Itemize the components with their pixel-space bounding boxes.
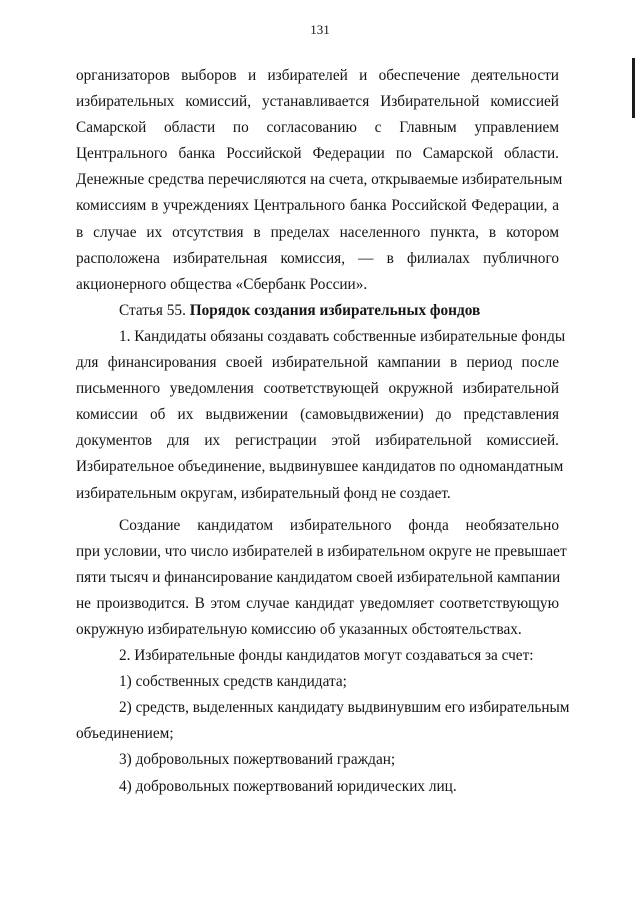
text-line: письменного уведомления соответствующей окружной избирательной bbox=[76, 380, 559, 398]
text-line: избирательных комиссий, устанавливается Избирательной комиссией bbox=[76, 93, 559, 111]
text-line: в случае их отсутствия в пределах населенного пункта, в котором bbox=[76, 223, 559, 241]
text-line: Избирательное объединение, выдвинувшее кандидатов по одномандатным bbox=[76, 458, 564, 476]
page-edge-mark bbox=[632, 58, 635, 118]
text-line: организаторов выборов и избирателей и обеспечение деятельности bbox=[76, 67, 559, 84]
list-item-3: 3) добровольных пожертвований граждан; bbox=[119, 751, 396, 769]
list-item-1: 1) собственных средств кандидата; bbox=[119, 673, 347, 691]
text-line: Денежные средства перечисляются на счета, открываемые избирательным bbox=[76, 171, 563, 189]
text-line: Создание кандидатом избирательного фонда необязательно bbox=[119, 516, 559, 534]
paragraph-continuation bbox=[76, 63, 563, 298]
text-line: при условии, что число избирателей в избирательном округе не превышает bbox=[76, 542, 567, 560]
article-label: Статья 55. bbox=[119, 301, 186, 319]
text-line: комиссии об их выдвижении (самовыдвижении) до представления bbox=[76, 406, 559, 424]
text-line: 1. Кандидаты обязаны создавать собственные избирательные фонды bbox=[119, 327, 566, 345]
text-line: пяти тысяч и финансирование кандидатом своей избирательной кампании bbox=[76, 568, 561, 586]
text-line: окружную избирательную комиссию об указанных обстоятельствах. bbox=[76, 620, 522, 638]
text-line: Центрального банка Российской Федерации по Самарской области. bbox=[76, 145, 559, 163]
article-title: Порядок создания избирательных фондов bbox=[189, 301, 481, 319]
text-line: избирательным округам, избирательный фонд не создает. bbox=[76, 484, 451, 502]
paragraph-2 bbox=[76, 513, 567, 643]
article-heading bbox=[76, 298, 559, 324]
text-line: 2) средств, выделенных кандидату выдвинувшим его избирательным bbox=[119, 699, 570, 717]
text-line: комиссиям в учреждениях Центрального банка Российской Федерации, а bbox=[76, 197, 559, 215]
paragraph-1 bbox=[76, 324, 566, 507]
text-line: для финансирования своей избирательной кампании в период после bbox=[76, 354, 559, 372]
text-line: объединением; bbox=[76, 725, 174, 743]
text-line: акционерного общества «Сбербанк России». bbox=[76, 275, 368, 293]
list-item-2 bbox=[76, 695, 570, 747]
text-line: документов для их регистрации этой избирательной комиссией. bbox=[76, 432, 559, 450]
text-line: не производится. В этом случае кандидат уведомляет соответствующую bbox=[76, 594, 559, 612]
paragraph-3: 2. Избирательные фонды кандидатов могут создаваться за счет: bbox=[119, 647, 534, 665]
document-body bbox=[76, 63, 570, 800]
page-number: 131 bbox=[310, 22, 330, 37]
text-line: расположена избирательная комиссия, — в филиалах публичного bbox=[76, 249, 559, 267]
text-line: Самарской области по согласованию с Главным управлением bbox=[76, 119, 559, 137]
list-item-4: 4) добровольных пожертвований юридических лиц. bbox=[119, 777, 457, 795]
